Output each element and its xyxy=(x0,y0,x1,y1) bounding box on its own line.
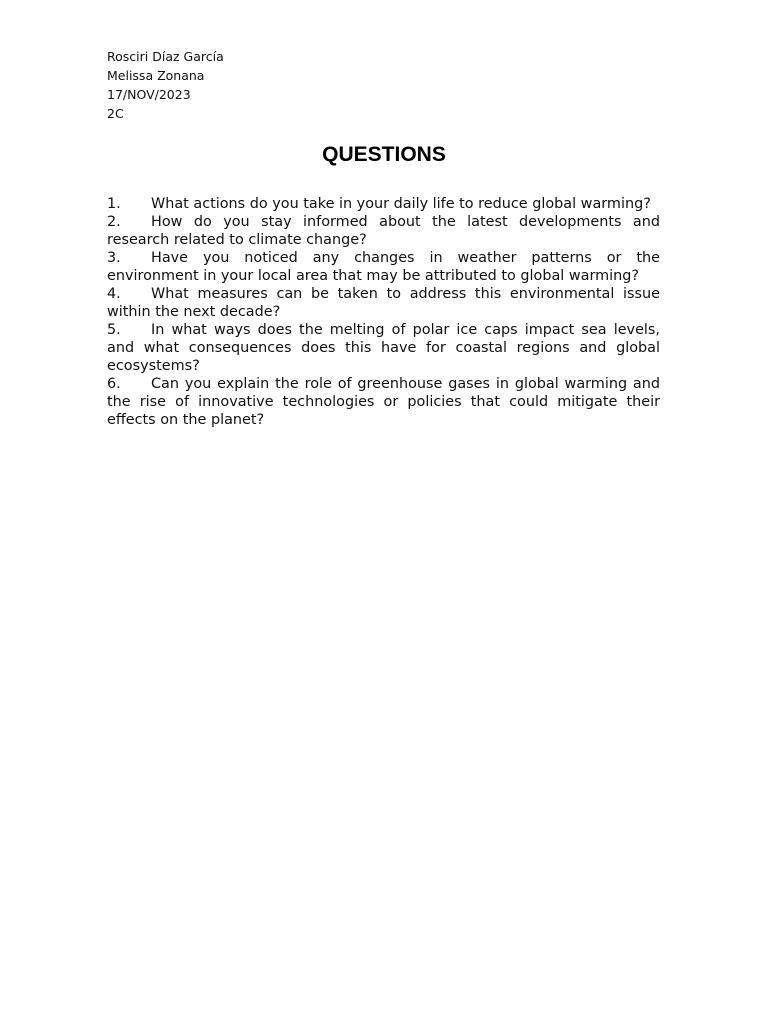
page-title: QUESTIONS xyxy=(322,143,446,166)
question-number: 4. xyxy=(107,286,121,302)
question-number: 5. xyxy=(107,322,121,338)
question-item xyxy=(107,195,660,213)
document-header xyxy=(107,47,224,123)
question-number: 6. xyxy=(107,376,121,392)
question-text: In what ways does the melting of polar ice caps impact sea levels, and what consequences does this have for coastal regions and global ecosystems? xyxy=(107,322,660,374)
author-name: Melissa Zonana xyxy=(107,68,205,83)
question-item xyxy=(107,249,660,285)
question-item xyxy=(107,321,660,375)
question-number: 3. xyxy=(107,250,121,266)
group-label: 2C xyxy=(107,106,124,121)
question-item xyxy=(107,213,660,249)
question-text: Can you explain the role of greenhouse gases in global warming and the rise of innovative technologies or policies that could mitigate their effects on the planet? xyxy=(107,376,660,428)
question-text: What measures can be taken to address this environmental issue within the next decade? xyxy=(107,286,660,320)
question-text: What actions do you take in your daily life to reduce global warming? xyxy=(151,196,651,212)
question-text: How do you stay informed about the latest developments and research related to climate change? xyxy=(107,214,660,248)
questions-list xyxy=(107,195,660,429)
document-date: 17/NOV/2023 xyxy=(107,87,191,102)
question-number: 1. xyxy=(107,196,121,212)
question-number: 2. xyxy=(107,214,121,230)
author-name: Rosciri Díaz García xyxy=(107,49,224,64)
question-item xyxy=(107,285,660,321)
question-item xyxy=(107,375,660,429)
question-text: Have you noticed any changes in weather patterns or the environment in your local area that may be attributed to global warming? xyxy=(107,250,660,284)
